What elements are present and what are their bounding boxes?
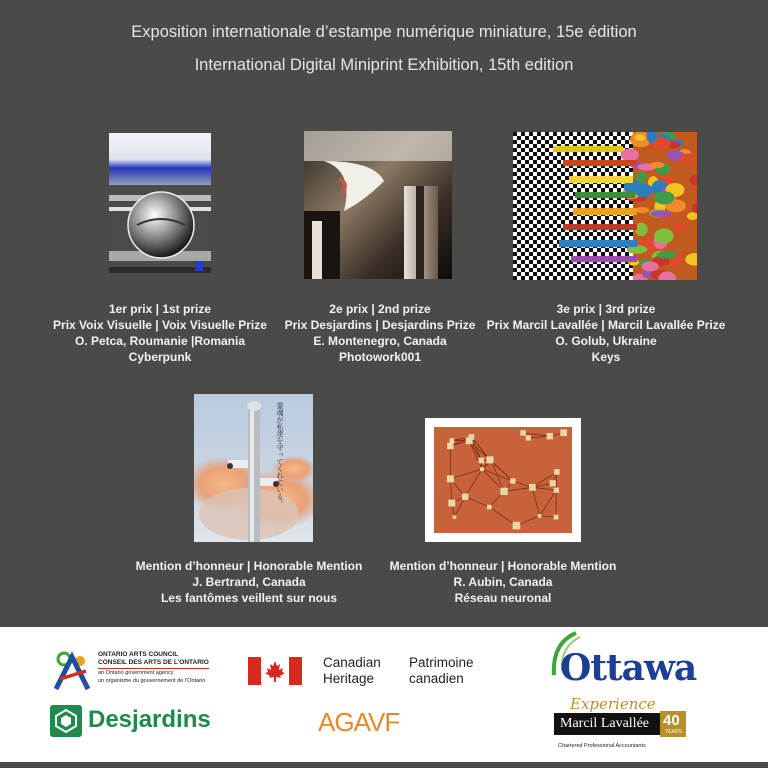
keys-blob [635,134,646,140]
caption-mention-bertrand [109,558,389,606]
agavf-logo[interactable] [318,707,418,737]
caption-prize: Prix Voix Visuelle | Voix Visuelle Prize [53,318,267,332]
marcil-years-number: 40 [663,712,680,729]
footer-bottom-bar [0,762,768,768]
oac-logo[interactable] [52,649,242,693]
marcil-lavallee-logo[interactable] [548,695,698,757]
caption-work: Photowork001 [338,350,422,364]
marcil-tagline: Chartered Professional Accountants [558,743,646,749]
keys-blob [673,222,686,232]
japanese-text: 霊魂が私達を守ってくれている。 [276,402,284,507]
network-node [547,433,553,439]
network-node [450,438,455,443]
keys-blob [654,228,673,243]
caption-artist: E. Montenegro, Canada [313,334,447,348]
artwork-les-fantomes[interactable] [194,394,313,542]
network-node [529,484,536,491]
network-node [513,522,521,530]
network-node [453,515,457,519]
network-node [447,475,454,482]
network-node [487,505,492,510]
keys-blob [636,171,646,183]
ottawa-wordmark: Ottawa [560,647,697,689]
keys-blob [657,251,677,258]
network-node [510,478,515,483]
keys-blob [654,191,675,204]
caption-rank: 2e prix | 2nd prize [329,302,431,316]
caption-work: Cyberpunk [128,350,192,364]
oac-emblem-icon [52,649,96,693]
canadian-heritage-logo[interactable] [248,653,488,689]
network-node [500,488,507,495]
sponsors-footer [0,627,768,762]
caption-3rd-prize [466,301,746,365]
network-node [526,435,531,440]
keys-blob [650,210,671,217]
keys-blob [650,162,665,168]
network-node [538,514,542,518]
artwork-keys[interactable] [513,132,697,280]
ottawa-logo[interactable] [546,631,697,693]
oac-name-en: ONTARIO ARTS COUNCIL [98,651,179,658]
oac-name-fr: CONSEIL DES ARTS DE L’ONTARIO [98,659,209,669]
artwork-cyberpunk[interactable] [109,133,211,279]
heritage-fr-1: Patrimoine [409,655,474,670]
network-node [480,467,484,471]
caption-prize: Prix Desjardins | Desjardins Prize [284,318,476,332]
artwork-photowork001[interactable] [304,131,452,279]
desjardins-hexagon-icon [50,705,82,737]
exhibition-title-en: International Digital Miniprint Exhibition, 15th edition [194,56,574,74]
desjardins-wordmark: Desjardins [88,706,211,733]
caption-work: Les fantômes veillent sur nous [160,591,338,605]
network-node [554,469,560,475]
caption-rank: 1er prix | 1st prize [108,302,212,316]
network-node [478,458,484,464]
marcil-name: Marcil Lavallée [560,716,650,731]
network-node [554,488,559,493]
network-node [550,480,556,486]
keys-blob [641,261,658,271]
heritage-en-2: Heritage [323,671,375,686]
caption-artist: J. Bertrand, Canada [192,575,306,589]
network-node [560,429,567,436]
caption-rank: Mention d’honneur | Honorable Mention [135,559,363,573]
exhibition-title-fr: Exposition internationale d’estampe numérique miniature, 15e édition [131,23,637,41]
keys-blob [681,153,695,163]
marcil-years-label: YEARS [665,729,682,735]
network-node [520,430,525,435]
oac-agency-fr: un organisme du gouvernement de l’Ontario [98,678,206,684]
network-node [462,493,468,499]
caption-work: Keys [591,350,621,364]
heritage-en-1: Canadian [323,655,381,670]
network-node [447,443,453,449]
caption-mention-aubin [363,558,643,606]
heritage-fr-2: canadien [409,671,464,686]
marcil-experience: Experience [570,695,656,713]
oac-agency-en: an Ontario government agency [98,670,174,676]
network-node [554,515,559,520]
network-node [486,456,493,463]
network-node [466,437,473,444]
caption-work: Réseau neuronal [454,591,552,605]
agavf-wordmark: AGAVF [318,707,400,737]
caption-artist: O. Petca, Roumanie |Romania [74,334,246,348]
desjardins-logo[interactable] [50,704,220,738]
canada-flag-icon [248,657,302,685]
caption-artist: R. Aubin, Canada [453,575,553,589]
caption-artist: O. Golub, Ukraine [555,334,657,348]
caption-rank: Mention d’honneur | Honorable Mention [389,559,617,573]
artwork-reseau-neuronal[interactable] [425,418,581,542]
caption-rank: 3e prix | 3rd prize [556,302,656,316]
caption-prize: Prix Marcil Lavallée | Marcil Lavallée Prize [486,318,726,332]
network-node [448,500,455,507]
keys-blob [636,207,650,213]
keys-blob [621,148,639,161]
